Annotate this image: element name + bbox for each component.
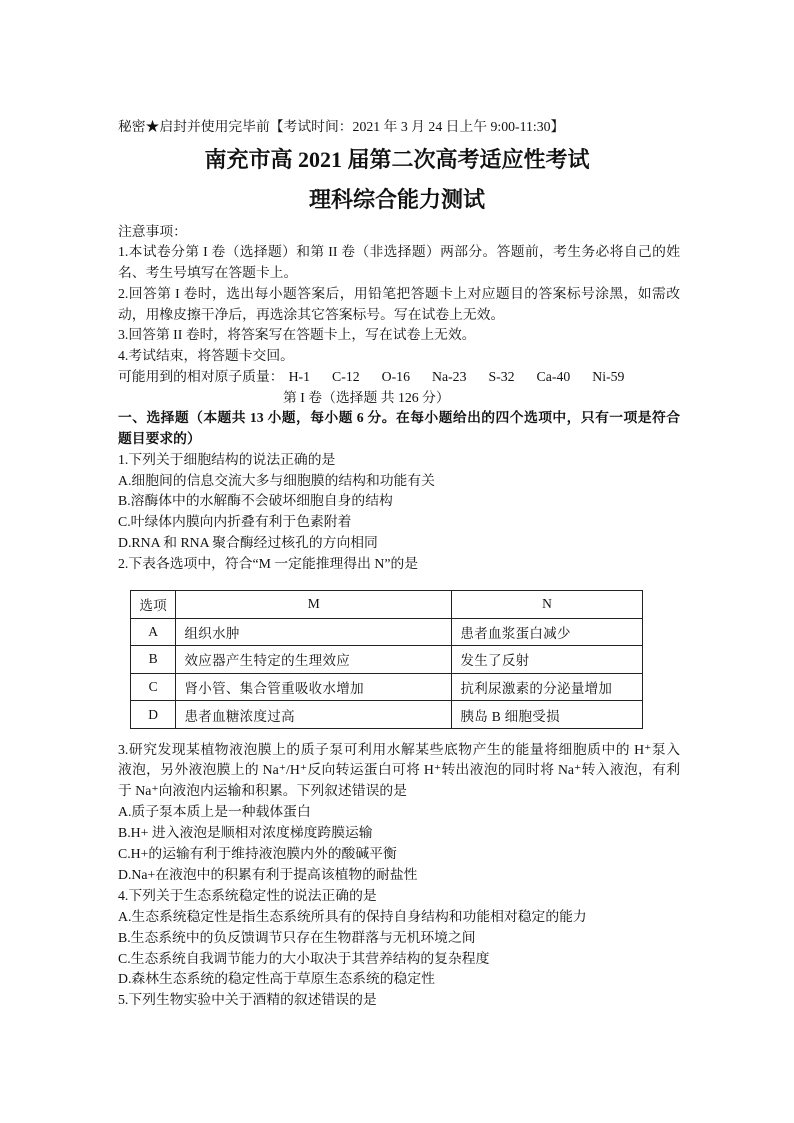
table-cell: D [131, 701, 176, 729]
question-option: B.H+ 进入液泡是顺相对浓度梯度跨膜运输 [118, 825, 373, 841]
table-header-row [131, 591, 643, 619]
notes-heading: 注意事项： [118, 223, 187, 239]
question-option: D.Na+在液泡中的积累有利于提高该植物的耐盐性 [118, 866, 418, 882]
table-cell: 发生了反射 [452, 646, 643, 674]
question-option: A.生态系统稳定性是指生态系统所具有的保持自身结构和功能相对稳定的能力 [118, 908, 587, 924]
table-cell: A [131, 618, 176, 646]
criteria-table [130, 590, 643, 729]
table-cell: 组织水肿 [176, 618, 452, 646]
atomic-mass-row [118, 367, 680, 388]
question-option: A.细胞间的信息交流大多与细胞膜的结构和功能有关 [118, 472, 435, 488]
atomic-mass-item: O-16 [381, 368, 410, 384]
atomic-mass-item: S-32 [488, 368, 515, 384]
table-cell: 患者血浆蛋白减少 [452, 618, 643, 646]
question-option: D.森林生态系统的稳定性高于草原生态系统的稳定性 [118, 971, 435, 987]
table-row [131, 618, 643, 646]
instructions-block [118, 222, 680, 575]
notes-line: 2.回答第 I 卷时，选出每小题答案后，用铅笔把答题卡上对应题目的答案标号涂黑，如需改 [118, 285, 680, 301]
question-stem: 液泡，另外液泡膜上的 Na⁺/H⁺反向转运蛋白可将 H⁺转出液泡的同时将 Na⁺转入液泡，有利 [118, 762, 680, 778]
table-cell: 肾小管、集合管重吸收水增加 [176, 673, 452, 701]
atomic-mass-item: H-1 [288, 368, 311, 384]
question-option: C.叶绿体内膜向内折叠有利于色素附着 [118, 514, 352, 530]
atomic-mass-item: Na-23 [431, 368, 467, 384]
question-stem: 4.下列关于生态系统稳定性的说法正确的是 [118, 887, 377, 903]
question-option: B.生态系统中的负反馈调节只存在生物群落与无机环境之间 [118, 929, 476, 945]
question-option: C.生态系统自我调节能力的大小取决于其营养结构的复杂程度 [118, 950, 490, 966]
question-stem: 2.下表各选项中，符合“M 一定能推理得出 N”的是 [118, 555, 419, 571]
question-option: A.质子泵本质上是一种载体蛋白 [118, 804, 311, 820]
question-option: B.溶酶体中的水解酶不会破坏细胞自身的结构 [118, 493, 393, 509]
table-header-cell: 选项 [131, 591, 176, 619]
table-row [131, 673, 643, 701]
questions-block [118, 740, 680, 1012]
notes-line: 名、考生号填写在答题卡上。 [118, 265, 298, 281]
atomic-mass-item: Ni-59 [592, 368, 625, 384]
confidential-notice: 秘密★启封并使用完毕前【考试时间：2021 年 3 月 24 日上午 9:00-11:30】 [118, 119, 565, 134]
table-cell: C [131, 673, 176, 701]
section-heading-line: 一、选择题（本题共 13 小题，每小题 6 分。在每小题给出的四个选项中，只有一项是符合 [118, 410, 680, 426]
table-cell: B [131, 646, 176, 674]
table-header-cell: M [176, 591, 452, 619]
question-stem: 5.下列生物实验中关于酒精的叙述错误的是 [118, 992, 377, 1008]
question-option: C.H+的运输有利于维持液泡膜内外的酸碱平衡 [118, 846, 397, 862]
atomic-mass-label: 可能用到的相对原子质量： [118, 368, 284, 384]
atomic-mass-item: Ca-40 [536, 368, 571, 384]
table-header-cell: N [452, 591, 643, 619]
section-heading-line: 题目要求的） [118, 431, 201, 447]
table-row [131, 701, 643, 729]
notes-line: 3.回答第 II 卷时，将答案写在答题卡上，写在试卷上无效。 [118, 327, 476, 343]
question-stem: 于 Na⁺向液泡内运输和积累。下列叙述错误的是 [118, 783, 407, 799]
table-row [131, 646, 643, 674]
question-option: D.RNA 和 RNA 聚合酶经过核孔的方向相同 [118, 534, 378, 550]
table-cell: 效应器产生特定的生理效应 [176, 646, 452, 674]
question-stem: 3.研究发现某植物液泡膜上的质子泵可利用水解某些底物产生的能量将细胞质中的 H⁺泵入 [118, 741, 680, 757]
atomic-mass-item: C-12 [332, 368, 360, 384]
notes-line: 动，用橡皮擦干净后，再选涂其它答案标号。写在试卷上无效。 [118, 306, 505, 322]
table-cell: 患者血糖浓度过高 [176, 701, 452, 729]
question-stem: 1.下列关于细胞结构的说法正确的是 [118, 451, 336, 467]
notes-line: 4.考试结束，将答题卡交回。 [118, 348, 294, 364]
part1-heading: 第 I 卷（选择题 共 126 分） [283, 389, 450, 405]
exam-title: 南充市高 2021 届第二次高考适应性考试 [204, 147, 590, 172]
table-cell: 胰岛 B 细胞受损 [452, 701, 643, 729]
notes-line: 1.本试卷分第 I 卷（选择题）和第 II 卷（非选择题）两部分。答题前，考生务必将自己的姓 [118, 244, 680, 260]
table-cell: 抗利尿激素的分泌量增加 [452, 673, 643, 701]
exam-subtitle: 理科综合能力测试 [308, 187, 485, 212]
